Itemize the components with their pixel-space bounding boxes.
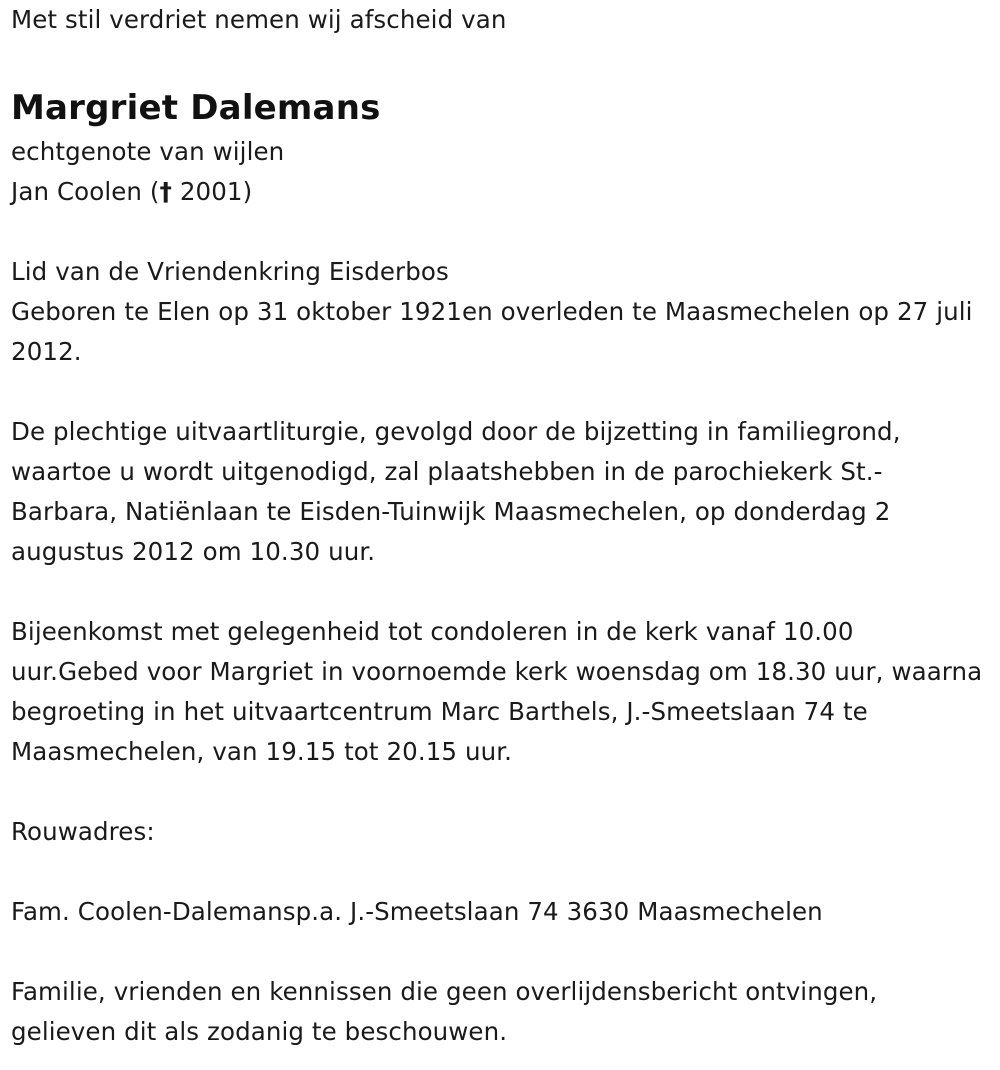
funeral-text: De plechtige uitvaartliturgie, gevolgd door de bijzetting in familiegrond, waartoe u wordt uitgenodigd, zal plaatshebben in de parochiekerk St.-Barbara, Natiënlaan te Eisden-Tuinwijk Maasmechelen, op donderdag 2 augustus 2012 om 10.30 uur.: [11, 417, 901, 566]
spacer: [11, 772, 986, 812]
deceased-name: Margriet Dalemans: [11, 88, 381, 128]
spacer: [11, 212, 986, 252]
spacer: [11, 932, 986, 972]
spacer: [11, 40, 986, 80]
spouse-death-year: 2001): [171, 177, 253, 206]
address-label: Rouwadres:: [11, 817, 155, 846]
spouse-info: [11, 172, 986, 212]
intro-text: Met stil verdriet nemen wij afscheid van: [11, 5, 507, 34]
spacer: [11, 372, 986, 412]
membership-text: Lid van de Vriendenkring Eisderbos: [11, 257, 449, 286]
obituary-notice: [11, 0, 986, 1052]
spacer: [11, 572, 986, 612]
mourning-address: Fam. Coolen-Dalemansp.a. J.-Smeetslaan 74 3630 Maasmechelen: [11, 897, 823, 926]
gathering-text: Bijeenkomst met gelegenheid tot condoleren in de kerk vanaf 10.00 uur.Gebed voor Margriet in voornoemde kerk woensdag om 18.30 uur, waarna begroeting in het uitvaartcentrum Marc Barthels, J.-Smeetslaan 74 te Maasmechelen, van 19.15 tot 20.15 uur.: [11, 617, 983, 766]
spouse-name: Jan Coolen (: [11, 177, 160, 206]
cross-icon: †: [159, 177, 172, 206]
birth-death-text: Geboren te Elen op 31 oktober 1921en overleden te Maasmechelen op 27 juli 2012.: [11, 297, 973, 366]
spouse-relation: echtgenote van wijlen: [11, 137, 285, 166]
spacer: [11, 852, 986, 892]
closing-text: Familie, vrienden en kennissen die geen overlijdensbericht ontvingen, gelieven dit als zodanig te beschouwen.: [11, 977, 878, 1046]
